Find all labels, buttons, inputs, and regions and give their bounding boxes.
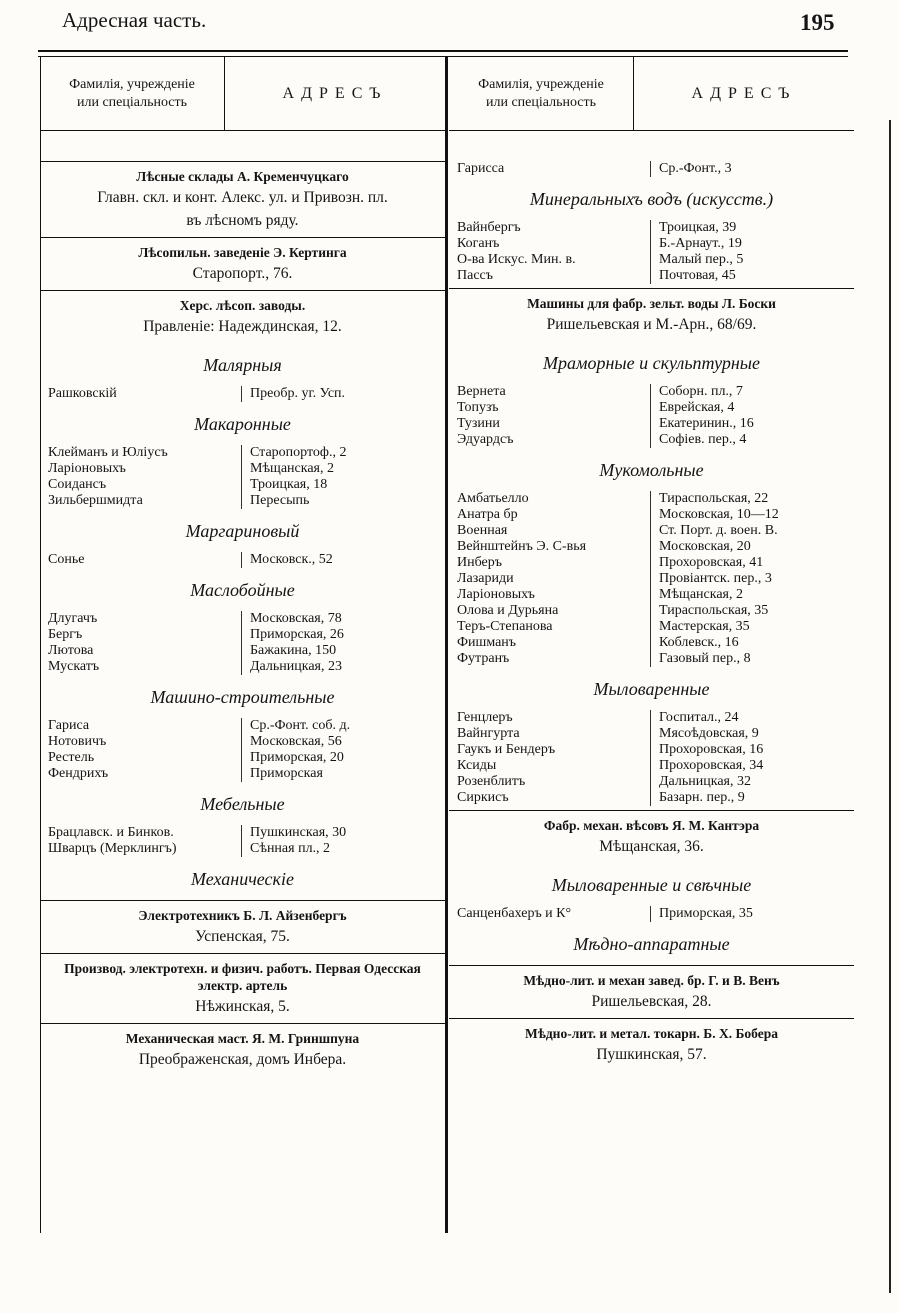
entry-list — [457, 491, 854, 667]
list-item — [48, 734, 445, 750]
firm-address: Мѣщанская, 36. — [599, 838, 704, 855]
firm-block — [40, 161, 445, 237]
entry-name: Ксиды — [457, 758, 497, 773]
entry-name: Анатра бр — [457, 507, 518, 522]
firm-address: Преображенская, домъ Инбера. — [138, 1051, 347, 1068]
section-heading: Маслобойные — [190, 580, 295, 600]
entry-name: Пассъ — [457, 268, 493, 283]
list-item — [48, 643, 445, 659]
list-item — [457, 651, 854, 667]
list-item — [457, 400, 854, 416]
entry-name: О-ва Искус. Мин. в. — [457, 252, 576, 267]
section-heading: Малярныя — [203, 355, 282, 375]
entry-name: Рестель — [48, 750, 95, 765]
firm-title: Машины для фабр. зельт. воды Л. Боски — [527, 296, 776, 311]
entry-name: Шварцъ (Мерклингъ) — [48, 841, 177, 856]
list-item — [48, 718, 445, 734]
entry-address: Газовый пер., 8 — [650, 651, 751, 667]
entry-address: Приморская — [241, 766, 323, 782]
firm-address: Пушкинская, 57. — [596, 1046, 707, 1063]
entry-address: Приморская, 26 — [241, 627, 344, 643]
entry-address: Ст. Порт. д. воен. В. — [650, 523, 778, 539]
entry-name: Инберъ — [457, 555, 502, 570]
entry-address: Московская, 56 — [241, 734, 342, 750]
entry-name: Гарисса — [457, 161, 505, 176]
entry-name: Бергъ — [48, 627, 83, 642]
entry-list — [48, 825, 445, 857]
entry-address: Мастерская, 35 — [650, 619, 750, 635]
firm-title: Лѣсные склады А. Кременчуцкаго — [136, 169, 349, 184]
entry-name: Фишманъ — [457, 635, 517, 650]
entry-name: Лазариди — [457, 571, 514, 586]
entry-list — [48, 552, 445, 568]
entry-name: Ларіоновыхъ — [457, 587, 535, 602]
entry-name: Сонье — [48, 552, 85, 567]
list-item — [457, 491, 854, 507]
header-name-label: Фамилія, учрежденіе или спеціальность — [69, 76, 195, 110]
section-heading: Мукомольные — [599, 460, 704, 480]
entry-name: Коганъ — [457, 236, 500, 251]
list-item — [457, 523, 854, 539]
entry-address: Приморская, 20 — [241, 750, 344, 766]
entry-address: Соборн. пл., 7 — [650, 384, 743, 400]
section-heading: Машино-строительные — [150, 687, 335, 707]
list-item — [457, 619, 854, 635]
list-item — [457, 161, 854, 177]
list-item — [457, 710, 854, 726]
section-heading: Мыловаренные и свѣчные — [551, 875, 752, 895]
entry-address: Екатеринин., 16 — [650, 416, 754, 432]
entry-address: Провіантск. пер., 3 — [650, 571, 772, 587]
list-item — [48, 611, 445, 627]
list-item — [48, 493, 445, 509]
entry-address: Московская, 78 — [241, 611, 342, 627]
list-item — [48, 461, 445, 477]
firm-title: Мѣдно-лит. и механ завед. бр. Г. и В. Венъ — [523, 973, 780, 988]
entry-address: Преобр. уг. Усп. — [241, 386, 345, 402]
entry-address: Троицкая, 39 — [650, 220, 736, 236]
entry-list — [48, 718, 445, 782]
firm-address: Нѣжинская, 5. — [195, 998, 290, 1015]
entry-address: Бажакина, 150 — [241, 643, 336, 659]
entry-name: Фендрихъ — [48, 766, 109, 781]
entry-name: Рашковскій — [48, 386, 117, 401]
entry-name: Вайнгурта — [457, 726, 520, 741]
right-column-body — [449, 131, 854, 1071]
entry-name: Мускатъ — [48, 659, 100, 674]
entry-name: Футранъ — [457, 651, 510, 666]
list-item — [457, 790, 854, 806]
entry-name: Розенблитъ — [457, 774, 526, 789]
entry-name: Сиркисъ — [457, 790, 509, 805]
entry-address: Московск., 52 — [241, 552, 333, 568]
entry-name: Гариса — [48, 718, 90, 733]
entry-address: Малый пер., 5 — [650, 252, 743, 268]
header-address-label: АДРЕСЪ — [224, 57, 445, 130]
section-heading: Минеральныхъ водъ (искусств.) — [529, 189, 774, 209]
entry-address: Тираспольская, 35 — [650, 603, 768, 619]
left-column-header — [40, 57, 445, 131]
firm-address: Ришельевская, 28. — [591, 993, 712, 1010]
entry-address: Дальницкая, 32 — [650, 774, 751, 790]
entry-address: Еврейская, 4 — [650, 400, 734, 416]
firm-title: Механическая маст. Я. М. Гриншпуна — [125, 1031, 360, 1046]
entry-list — [457, 710, 854, 806]
list-item — [457, 587, 854, 603]
list-item — [457, 432, 854, 448]
list-item — [457, 268, 854, 284]
entry-name: Вернета — [457, 384, 506, 399]
entry-name: Зильбершмидта — [48, 493, 143, 508]
right-column — [449, 57, 854, 1233]
entry-name: Нотовичъ — [48, 734, 107, 749]
entry-address: Почтовая, 45 — [650, 268, 736, 284]
entry-address: Приморская, 35 — [650, 906, 753, 922]
entry-address: Прохоровская, 16 — [650, 742, 763, 758]
entry-name: Эдуардсъ — [457, 432, 514, 447]
entry-address: Пересыпь — [241, 493, 309, 509]
list-item — [457, 571, 854, 587]
list-item — [48, 825, 445, 841]
entry-name: Клейманъ и Юліусъ — [48, 445, 168, 460]
entry-name: Санценбахеръ и К° — [457, 906, 572, 921]
entry-name: Гаукъ и Бендеръ — [457, 742, 556, 757]
entry-list — [457, 384, 854, 448]
firm-block — [449, 288, 854, 341]
list-item — [457, 758, 854, 774]
entry-address: Мясоѣдовская, 9 — [650, 726, 759, 742]
firm-block — [449, 810, 854, 863]
list-item — [48, 477, 445, 493]
section-heading: Маргариновый — [185, 521, 300, 541]
header-name-label: Фамилія, учрежденіе или спеціальность — [478, 76, 604, 110]
page-number: 195 — [800, 10, 835, 35]
section-heading: Мраморные и скульптурные — [543, 353, 760, 373]
entry-address: Московская, 10—12 — [650, 507, 779, 523]
firm-address: Правленіе: Надеждинская, 12. — [143, 318, 342, 335]
entry-list — [457, 906, 854, 922]
list-item — [48, 841, 445, 857]
top-rule — [38, 50, 848, 52]
entry-name: Теръ-Степанова — [457, 619, 553, 634]
entry-address: Пушкинская, 30 — [241, 825, 346, 841]
firm-block — [40, 1023, 445, 1076]
entry-name: Вейнштейнъ Э. С-вья — [457, 539, 587, 554]
firm-block — [40, 953, 445, 1023]
firm-block — [40, 900, 445, 953]
entry-name: Олова и Дурьяна — [457, 603, 559, 618]
firm-address: Ришельевская и М.-Арн., 68/69. — [546, 316, 757, 333]
firm-address: въ лѣсномъ ряду. — [186, 212, 299, 229]
firm-block — [449, 965, 854, 1018]
entry-address: Прохоровская, 41 — [650, 555, 763, 571]
firm-title: Херс. лѣсоп. заводы. — [179, 298, 306, 313]
section-heading: Мѣдно-аппаратные — [573, 934, 730, 954]
entry-address: Прохоровская, 34 — [650, 758, 763, 774]
list-item — [457, 555, 854, 571]
section-heading: Механическіе — [191, 869, 294, 889]
list-item — [457, 539, 854, 555]
entry-name: Соидансъ — [48, 477, 107, 492]
list-item — [457, 507, 854, 523]
entry-list — [457, 220, 854, 284]
list-item — [457, 774, 854, 790]
list-item — [457, 416, 854, 432]
list-item — [457, 220, 854, 236]
left-column — [40, 57, 445, 1233]
list-item — [457, 252, 854, 268]
entry-list — [48, 445, 445, 509]
firm-title: Мѣдно-лит. и метал. токарн. Б. Х. Бобера — [525, 1026, 778, 1041]
list-item — [48, 386, 445, 402]
entry-address: Госпитал., 24 — [650, 710, 739, 726]
entry-address: Старопортоф., 2 — [241, 445, 346, 461]
entry-name: Амбатьелло — [457, 491, 529, 506]
list-item — [457, 635, 854, 651]
list-item — [48, 750, 445, 766]
firm-address: Старопорт., 76. — [192, 265, 293, 282]
entry-address: Мѣщанская, 2 — [650, 587, 743, 603]
entry-address: Мѣщанская, 2 — [241, 461, 334, 477]
firm-title: Фабр. механ. вѣсовъ Я. М. Кантэра — [543, 818, 760, 833]
entry-name: Тузини — [457, 416, 500, 431]
list-item — [48, 552, 445, 568]
firm-block — [449, 1018, 854, 1071]
firm-block — [40, 290, 445, 343]
entry-address: Ср.-Фонт., 3 — [650, 161, 732, 177]
list-item — [457, 236, 854, 252]
entry-list — [48, 386, 445, 402]
list-item — [48, 766, 445, 782]
running-head: Адресная часть. — [62, 8, 207, 32]
list-item — [48, 445, 445, 461]
firm-title: Производ. электротехн. и физич. работъ. Первая Одесская электр. артель — [64, 961, 421, 993]
firm-block — [40, 237, 445, 290]
entry-name: Военная — [457, 523, 508, 538]
entry-address: Коблевск., 16 — [650, 635, 739, 651]
entry-name: Генцлеръ — [457, 710, 513, 725]
list-item — [457, 742, 854, 758]
list-item — [457, 726, 854, 742]
entry-address: Тираспольская, 22 — [650, 491, 768, 507]
entry-address: Софіев. пер., 4 — [650, 432, 746, 448]
entry-name: Брацлавск. и Бинков. — [48, 825, 174, 840]
entry-list — [457, 161, 854, 177]
entry-address: Базарн. пер., 9 — [650, 790, 745, 806]
section-heading: Макаронные — [194, 414, 291, 434]
entry-name: Лютова — [48, 643, 94, 658]
entry-list — [48, 611, 445, 675]
section-heading: Мыловаренные — [593, 679, 710, 699]
entry-address: Сѣнная пл., 2 — [241, 841, 330, 857]
firm-address: Главн. скл. и конт. Алекс. ул. и Привозн. пл. — [97, 189, 388, 206]
entry-address: Троицкая, 18 — [241, 477, 327, 493]
entry-name: Длугачъ — [48, 611, 98, 626]
right-page-edge — [889, 120, 891, 1293]
left-column-body — [40, 131, 445, 1076]
list-item — [457, 603, 854, 619]
entry-name: Ларіоновыхъ — [48, 461, 126, 476]
firm-title: Лѣсопильн. заведеніе Э. Кертинга — [138, 245, 347, 260]
entry-address: Московская, 20 — [650, 539, 751, 555]
section-heading: Мебельные — [200, 794, 285, 814]
entry-name: Вайнбергъ — [457, 220, 521, 235]
entry-name: Топузъ — [457, 400, 499, 415]
entry-address: Дальницкая, 23 — [241, 659, 342, 675]
list-item — [457, 384, 854, 400]
column-divider — [445, 57, 448, 1233]
list-item — [48, 627, 445, 643]
entry-address: Б.-Арнаут., 19 — [650, 236, 742, 252]
entry-address: Ср.-Фонт. соб. д. — [241, 718, 350, 734]
header-address-label: АДРЕСЪ — [633, 57, 854, 130]
firm-title: Электротехникъ Б. Л. Айзенбергъ — [138, 908, 347, 923]
firm-address: Успенская, 75. — [195, 928, 290, 945]
right-column-header — [449, 57, 854, 131]
list-item — [457, 906, 854, 922]
list-item — [48, 659, 445, 675]
